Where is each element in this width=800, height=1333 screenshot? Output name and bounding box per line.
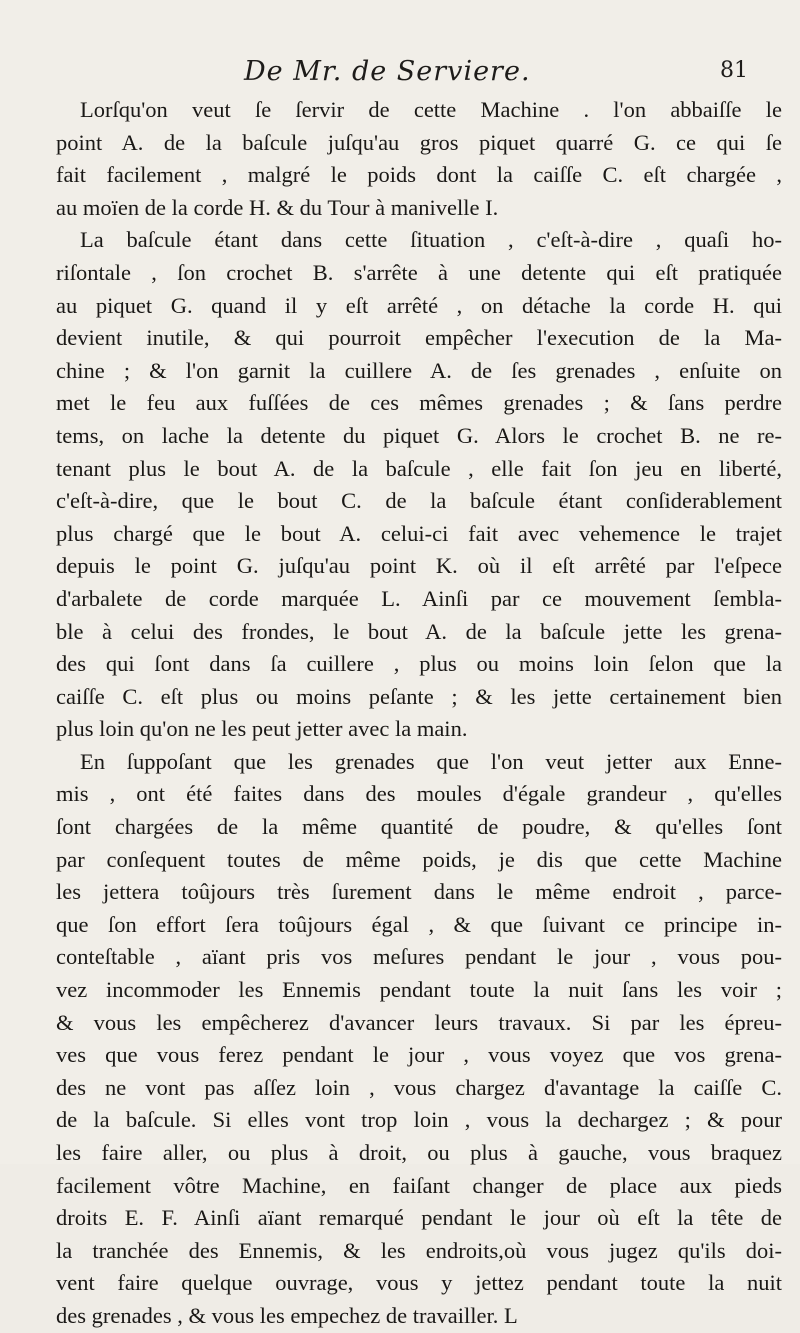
text-line: La baſcule étant dans cette ſituation , c'eſt-à-dire , quaſi ho-: [80, 227, 782, 253]
text-line: vent faire quelque ouvrage, vous y jettez pendant toute la nuit: [56, 1270, 782, 1296]
text-line: par conſequent toutes de même poids, je dis que cette Machine: [56, 846, 782, 872]
text-line: plus loin qu'on ne les peut jetter avec la main.: [56, 716, 468, 742]
text-line: facilement vôtre Machine, en faiſant changer de place aux pieds: [56, 1172, 782, 1198]
text-line: ves que vous ferez pendant le jour , vous voyez que vos grena-: [56, 1042, 782, 1068]
text-line: & vous les empêcherez d'avancer leurs travaux. Si par les épreu-: [56, 1009, 782, 1035]
text-line: mis , ont été faites dans des moules d'égale grandeur , qu'elles: [56, 781, 782, 807]
text-line: point A. de la baſcule juſqu'au gros piquet quarré G. ce qui ſe: [56, 129, 782, 155]
text-line: de la baſcule. Si elles vont trop loin , vous la dechargez ; & pour: [56, 1107, 782, 1133]
page-header: [0, 56, 800, 92]
text-line: fait facilement , malgré le poids dont la caiſſe C. eſt chargée ,: [56, 162, 782, 188]
text-line: la tranchée des Ennemis, & les endroits,où vous jugez qu'ils doi-: [56, 1237, 782, 1263]
text-line: c'eſt-à-dire, que le bout C. de la baſcule étant conſiderablement: [56, 488, 782, 514]
text-line: chine ; & l'on garnit la cuillere A. de ſes grenades , enſuite on: [56, 357, 782, 383]
text-line: les jettera toûjours très ſurement dans le même endroit , parce-: [56, 879, 782, 905]
body-text: [56, 94, 782, 1333]
text-line: plus chargé que le bout A. celui-ci fait avec vehemence le trajet: [56, 520, 782, 546]
text-line: ſont chargées de la même quantité de poudre, & qu'elles ſont: [56, 814, 782, 840]
text-line: tenant plus le bout A. de la baſcule , elle fait ſon jeu en liberté,: [56, 455, 782, 481]
text-line: droits E. F. Ainſi aïant remarqué pendant le jour où eſt la tête de: [56, 1205, 782, 1231]
text-line: tems, on lache la detente du piquet G. Alors le crochet B. ne re-: [56, 422, 782, 448]
text-line: depuis le point G. juſqu'au point K. où il eſt arrêté par l'eſpece: [56, 553, 782, 579]
text-line: ble à celui des frondes, le bout A. de la baſcule jette les grena-: [56, 618, 782, 644]
text-line: conteſtable , aïant pris vos meſures pendant le jour , vous pou-: [56, 944, 782, 970]
text-line: met le feu aux fuſſées de ces mêmes grenades ; & ſans perdre: [56, 390, 782, 416]
text-line: vez incommoder les Ennemis pendant toute la nuit ſans les voir ;: [56, 977, 782, 1003]
text-line: les faire aller, ou plus à droit, ou plus à gauche, vous braquez: [56, 1140, 782, 1165]
text-line: des qui ſont dans ſa cuillere , plus ou moins loin ſelon que la: [56, 651, 782, 677]
text-line: Lorſqu'on veut ſe ſervir de cette Machine . l'on abbaiſſe le: [80, 97, 782, 122]
text-line: que ſon effort ſera toûjours égal , & que ſuivant ce principe in-: [56, 911, 782, 937]
text-line: caiſſe C. eſt plus ou moins peſante ; & les jette certainement bien: [56, 683, 782, 709]
text-line: au moïen de la corde H. & du Tour à manivelle I.: [56, 194, 499, 220]
text-line: des ne vont pas aſſez loin , vous chargez d'avantage la caiſſe C.: [56, 1074, 782, 1100]
text-line: d'arbalete de corde marquée L. Ainſi par ce mouvement ſembla-: [56, 585, 782, 611]
page-number: 81: [720, 58, 748, 83]
text-line: riſontale , ſon crochet B. s'arrête à une detente qui eſt pratiquée: [56, 259, 782, 285]
text-line: des grenades , & vous les empechez de travailler. L: [56, 1302, 518, 1328]
text-line: devient inutile, & qui pourroit empêcher l'execution de la Ma-: [56, 325, 782, 351]
text-line: En ſuppoſant que les grenades que l'on veut jetter aux Enne-: [80, 748, 782, 774]
text-line: au piquet G. quand il y eſt arrêté , on détache la corde H. qui: [56, 292, 782, 318]
running-title: De Mr. de Serviere.: [244, 56, 531, 87]
